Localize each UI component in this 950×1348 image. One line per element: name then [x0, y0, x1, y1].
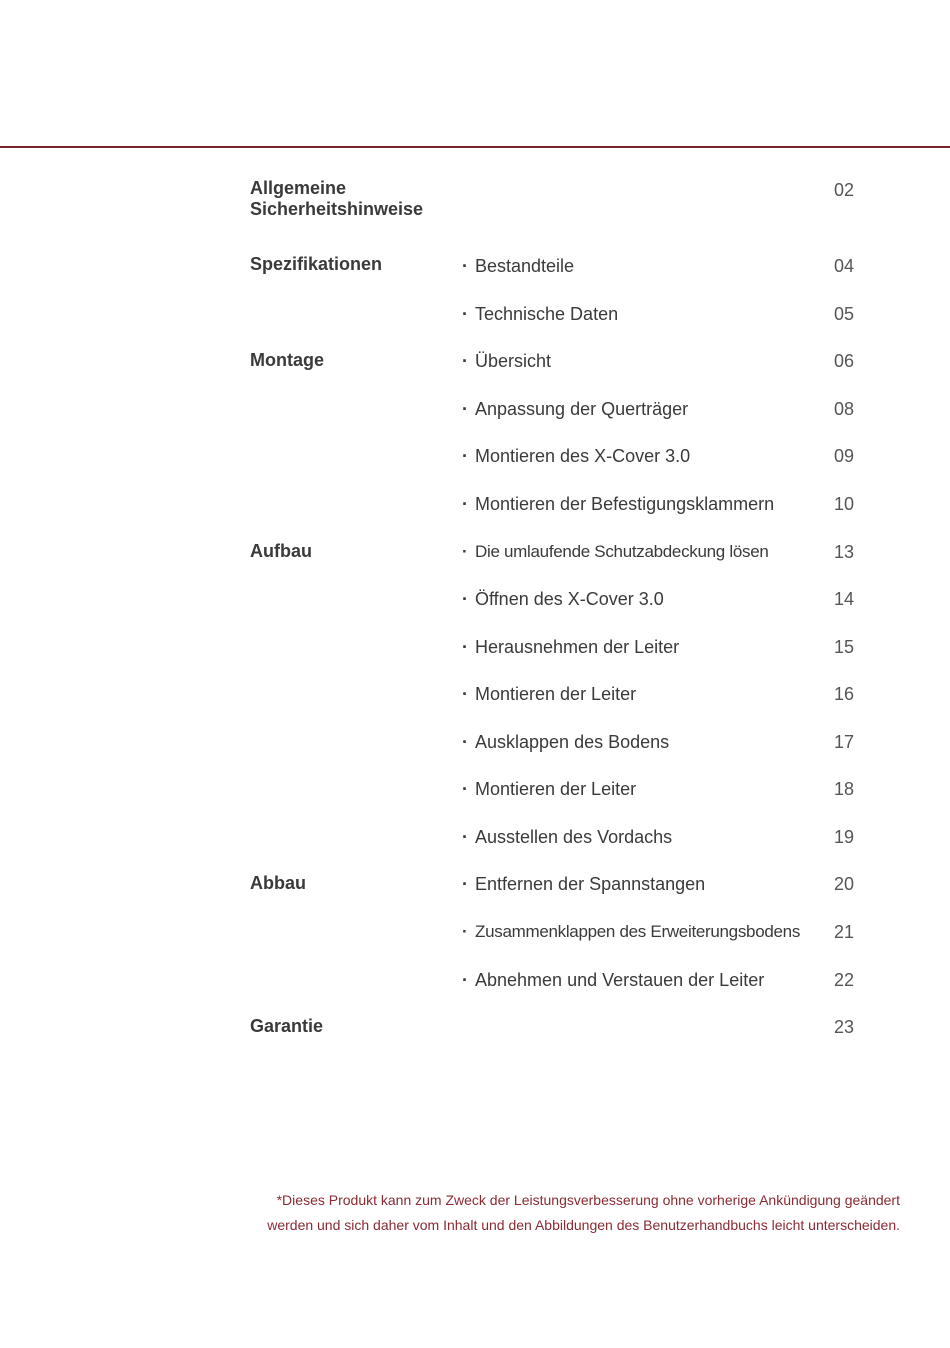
toc-page-number: 17: [833, 732, 854, 752]
toc-section-title: Montage: [250, 350, 324, 370]
toc-entry-label: Abnehmen und Verstauen der Leiter: [475, 970, 765, 990]
toc-row: [0, 777, 950, 801]
toc-page-number: 23: [833, 1017, 854, 1037]
toc-page-number: 16: [833, 684, 854, 704]
toc-entry-label: Montieren der Leiter: [475, 779, 637, 799]
toc-page-number: 06: [833, 351, 854, 371]
bullet-icon: ·: [462, 874, 468, 894]
bullet-icon: ·: [462, 542, 468, 561]
toc-entry-label: Anpassung der Querträger: [475, 399, 689, 419]
toc-page-number: 04: [833, 256, 854, 276]
toc-row: [0, 872, 950, 896]
toc-page-number: 18: [833, 779, 854, 799]
bullet-icon: ·: [462, 304, 468, 324]
toc-page-number: 05: [833, 304, 854, 324]
toc-row: [0, 444, 950, 468]
toc-page-number: 19: [833, 827, 854, 847]
bullet-icon: ·: [462, 637, 468, 657]
toc-row: [0, 730, 950, 754]
toc-page-number: 22: [833, 970, 854, 990]
toc-entry-label: Die umlaufende Schutzabdeckung lösen: [475, 542, 769, 561]
toc-entry: [462, 777, 636, 801]
toc-row: [0, 635, 950, 659]
toc-entry-label: Technische Daten: [475, 304, 619, 324]
toc-section-title: Garantie: [250, 1016, 324, 1036]
toc-entry-label: Übersicht: [475, 351, 552, 371]
toc-entry: [462, 635, 679, 659]
toc-page-number: 10: [833, 494, 854, 514]
toc-entry: [462, 444, 690, 468]
toc-entry-label: Herausnehmen der Leiter: [475, 637, 680, 657]
toc-page-number: 21: [833, 922, 854, 942]
toc-entry: [462, 397, 688, 421]
toc-row: [0, 1015, 950, 1039]
toc-page-number: 14: [833, 589, 854, 609]
bullet-icon: ·: [462, 827, 468, 847]
toc-entry-label: Montieren der Befestigungsklammern: [475, 494, 775, 514]
bullet-icon: ·: [462, 684, 468, 704]
toc-entry: [462, 492, 774, 516]
toc-entry: [462, 872, 705, 896]
toc-entry: [462, 682, 636, 706]
toc-row: [0, 178, 950, 219]
toc-entry: [462, 302, 618, 326]
toc-entry: [462, 587, 664, 611]
bullet-icon: ·: [462, 589, 468, 609]
bullet-icon: ·: [462, 922, 468, 941]
toc-entry: [462, 349, 551, 373]
toc-page-number: 08: [833, 399, 854, 419]
bullet-icon: ·: [462, 732, 468, 752]
toc-row: [0, 254, 950, 278]
toc-section-title: Allgemeine Sicherheitshinweise: [250, 178, 424, 219]
toc-row: [0, 397, 950, 421]
toc-page-number: 09: [833, 446, 854, 466]
toc-entry: [462, 540, 769, 564]
toc-row: [0, 492, 950, 516]
toc-row: [0, 825, 950, 849]
toc-row: [0, 920, 950, 944]
toc-row: [0, 540, 950, 564]
bullet-icon: ·: [462, 351, 468, 371]
toc-row: [0, 349, 950, 373]
toc-entry-label: Ausstellen des Vordachs: [475, 827, 673, 847]
bullet-icon: ·: [462, 494, 468, 514]
toc-page-number: 13: [833, 542, 854, 562]
toc-entry-label: Öffnen des X-Cover 3.0: [475, 589, 664, 609]
bullet-icon: ·: [462, 256, 468, 276]
bullet-icon: ·: [462, 399, 468, 419]
toc-entry-label: Montieren des X-Cover 3.0: [475, 446, 691, 466]
toc-row: [0, 302, 950, 326]
toc-entry: [462, 968, 764, 992]
toc-page-number: 20: [833, 874, 854, 894]
bullet-icon: ·: [462, 779, 468, 799]
toc-section-title: Abbau: [250, 873, 306, 893]
disclaimer-footnote: *Dieses Produkt kann zum Zweck der Leistungsverbesserung ohne vorherige Ankündigung geändert werden und sich daher vom Inhalt und den Abbildungen des Benutzerhandbuchs leicht unterscheiden.: [267, 1192, 900, 1233]
toc-row: [0, 682, 950, 706]
toc-entry: [462, 254, 574, 278]
toc-page-number: 02: [833, 180, 854, 200]
toc-row: [0, 968, 950, 992]
toc-entry: [462, 825, 672, 849]
toc-entry-label: Entfernen der Spannstangen: [475, 874, 706, 894]
bullet-icon: ·: [462, 446, 468, 466]
toc-entry: [462, 730, 669, 754]
toc-row: [0, 587, 950, 611]
toc-entry-label: Montieren der Leiter: [475, 684, 637, 704]
toc-section-title: Aufbau: [250, 541, 312, 561]
toc-entry-label: Ausklappen des Bodens: [475, 732, 670, 752]
toc-entry-label: Zusammenklappen des Erweiterungsbodens: [475, 922, 801, 941]
toc-page-number: 15: [833, 637, 854, 657]
toc-section-title: Spezifikationen: [250, 254, 383, 274]
toc-entry-label: Bestandteile: [475, 256, 575, 276]
toc-entry: [462, 920, 800, 944]
bullet-icon: ·: [462, 970, 468, 990]
